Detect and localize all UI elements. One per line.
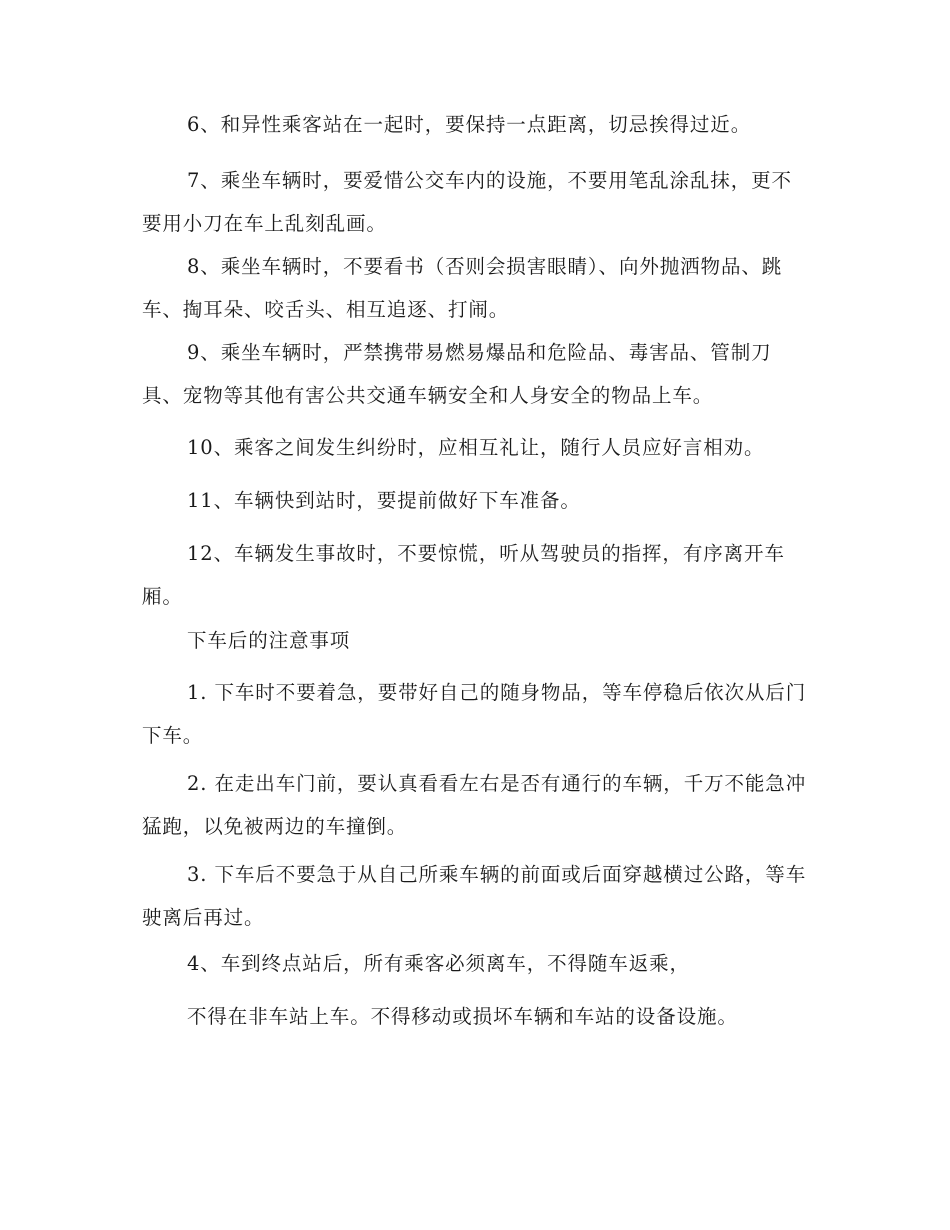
paragraph-item-10: 10、乘客之间发生纠纷时，应相互礼让，随行人员应好言相劝。: [187, 436, 765, 459]
after-item-2: 2. 在走出车门前，要认真看看左右是否有通行的车辆，千万不能急冲猛跑，以免被两边的车撞倒。: [142, 772, 807, 838]
paragraph-item-7: 7、乘坐车辆时，要爱惜公交车内的设施，不要用笔乱涂乱抹，更不要用小刀在车上乱刻乱画。: [142, 169, 792, 235]
after-item-4-continued: 不得在非车站上车。不得移动或损坏车辆和车站的设备设施。: [187, 1005, 738, 1028]
after-item-3: 3. 下车后不要急于从自己所乘车辆的前面或后面穿越横过公路，等车驶离后再过。: [142, 863, 807, 929]
after-item-1: 1. 下车时不要着急，要带好自己的随身物品，等车停稳后依次从后门下车。: [142, 681, 807, 747]
paragraph-item-12: 12、车辆发生事故时，不要惊慌，听从驾驶员的指挥，有序离开车厢。: [142, 542, 785, 608]
paragraph-item-11: 11、车辆快到站时，要提前做好下车准备。: [187, 489, 581, 512]
section-heading: 下车后的注意事项: [187, 629, 351, 652]
paragraph-item-8: 8、乘坐车辆时，不要看书（否则会损害眼睛）、向外抛洒物品、跳车、掏耳朵、咬舌头、相互追逐、打闹。: [142, 255, 783, 321]
paragraph-item-6: 6、和异性乘客站在一起时，要保持一点距离，切忌挨得过近。: [187, 113, 752, 136]
after-item-4: 4、车到终点站后，所有乘客必须离车，不得随车返乘，: [187, 952, 690, 975]
paragraph-item-9: 9、乘坐车辆时，严禁携带易燃易爆品和危险品、毒害品、管制刀具、宠物等其他有害公共交通车辆安全和人身安全的物品上车。: [142, 341, 772, 407]
